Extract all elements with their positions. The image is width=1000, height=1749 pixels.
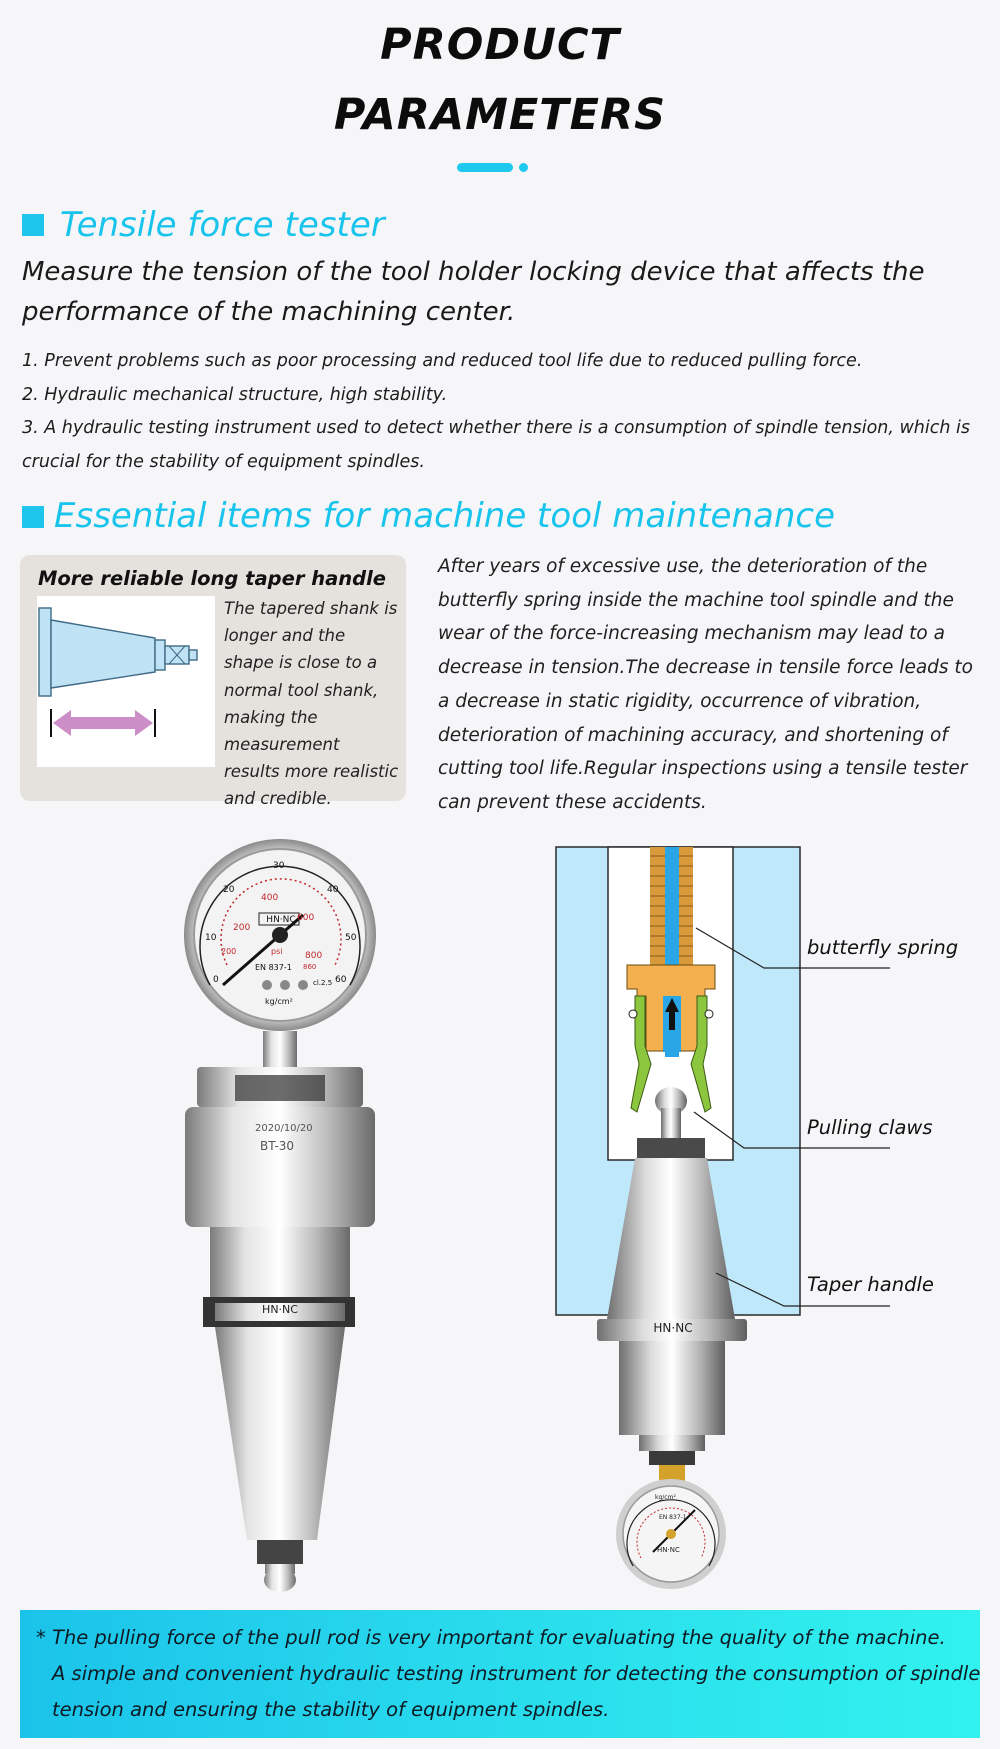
feature-item: 2. Hydraulic mechanical structure, high stability. bbox=[22, 384, 448, 405]
gauge-standard: EN 837-1 bbox=[255, 963, 292, 972]
feature-item: 1. Prevent problems such as poor processing and reduced tool life due to reduced pulling force. bbox=[22, 351, 863, 371]
gauge-psi-600: 600 bbox=[297, 913, 315, 923]
gauge-tick-0: 0 bbox=[213, 975, 219, 985]
body-code: BT-30 bbox=[260, 1139, 295, 1153]
footer-banner bbox=[20, 1610, 980, 1738]
maintenance-paragraph: After years of excessive use, the deterioration of the butterfly spring inside the machine tool spindle and the wear of the force-increasing mechanism may lead to a decrease in tension.The decrease in tensile force leads to a decrease in static rigidity, occurrence of vibration, deterioration of machining accuracy, and shortening of cutting tool life.Regular inspections using a tensile tester can prevent these accidents. bbox=[438, 556, 973, 813]
footer-line3: tension and ensuring the stability of equipment spindles. bbox=[52, 1698, 610, 1721]
gauge-psi-800: 800 bbox=[305, 951, 323, 961]
gauge-tick-40: 40 bbox=[327, 885, 339, 895]
gauge-class: cl.2.5 bbox=[313, 979, 333, 987]
gauge-psi-200-alt: 200 bbox=[221, 947, 237, 956]
card-title: More reliable long taper handle bbox=[38, 567, 387, 590]
body-date: 2020/10/20 bbox=[255, 1123, 313, 1134]
gauge-psi-400: 400 bbox=[261, 893, 279, 903]
gauge-tick-20: 20 bbox=[223, 885, 235, 895]
bottom-gauge-unit: kg/cm² bbox=[655, 1494, 676, 1501]
bottom-gauge-standard: EN 837-1 bbox=[659, 1514, 687, 1521]
section1-marker bbox=[22, 214, 44, 236]
taper-handle-card bbox=[20, 555, 406, 809]
bottom-gauge-brand: HN·NC bbox=[657, 1546, 680, 1554]
feature-item: 3. A hydraulic testing instrument used to detect whether there is a consumption of spindle tension, which is crucial for the stability of equipment spindles. bbox=[22, 418, 971, 472]
footer-line1: * The pulling force of the pull rod is very important for evaluating the quality of the machine. bbox=[36, 1626, 946, 1649]
body-brand: HN·NC bbox=[262, 1303, 298, 1316]
title-underline-dot bbox=[519, 163, 528, 172]
gauge-tick-60: 60 bbox=[335, 975, 347, 985]
page-title-line2: PARAMETERS bbox=[333, 90, 667, 140]
section1-lead: Measure the tension of the tool holder locking device that affects the performance of the machining center. bbox=[22, 257, 925, 327]
gauge-unit-kg: kg/cm² bbox=[265, 997, 293, 1006]
page-title-line1: PRODUCT bbox=[380, 20, 620, 70]
gauge-unit-psi: psi bbox=[271, 947, 283, 956]
gauge-tick-50: 50 bbox=[345, 933, 357, 943]
section2-marker bbox=[22, 506, 44, 528]
gauge-psi-low: 860 bbox=[303, 963, 317, 971]
label-butterfly-spring: butterfly spring bbox=[807, 936, 959, 959]
title-underline-bar bbox=[457, 163, 513, 172]
gauge-tick-10: 10 bbox=[205, 933, 217, 943]
taper-handle-illustration bbox=[37, 596, 215, 767]
gauge-tick-30: 30 bbox=[273, 861, 285, 871]
tensile-tester-photo bbox=[175, 835, 395, 1595]
gauge-psi-200: 200 bbox=[233, 923, 251, 933]
section1-heading: Tensile force tester bbox=[60, 205, 385, 245]
label-taper-handle: Taper handle bbox=[807, 1273, 934, 1296]
section2-heading: Essential items for machine tool maintenance bbox=[54, 496, 835, 536]
handle-brand: HN·NC bbox=[653, 1321, 693, 1335]
feature-list bbox=[22, 345, 982, 479]
gauge-brand: HN·NC bbox=[266, 915, 296, 925]
card-description: The tapered shank is longer and the shape is close to a normal tool shank, making the measurement results more realistic and credible. bbox=[224, 599, 399, 809]
label-pulling-claws: Pulling claws bbox=[807, 1116, 933, 1139]
footer-line2: A simple and convenient hydraulic testing instrument for detecting the consumption of spindle bbox=[52, 1662, 981, 1685]
